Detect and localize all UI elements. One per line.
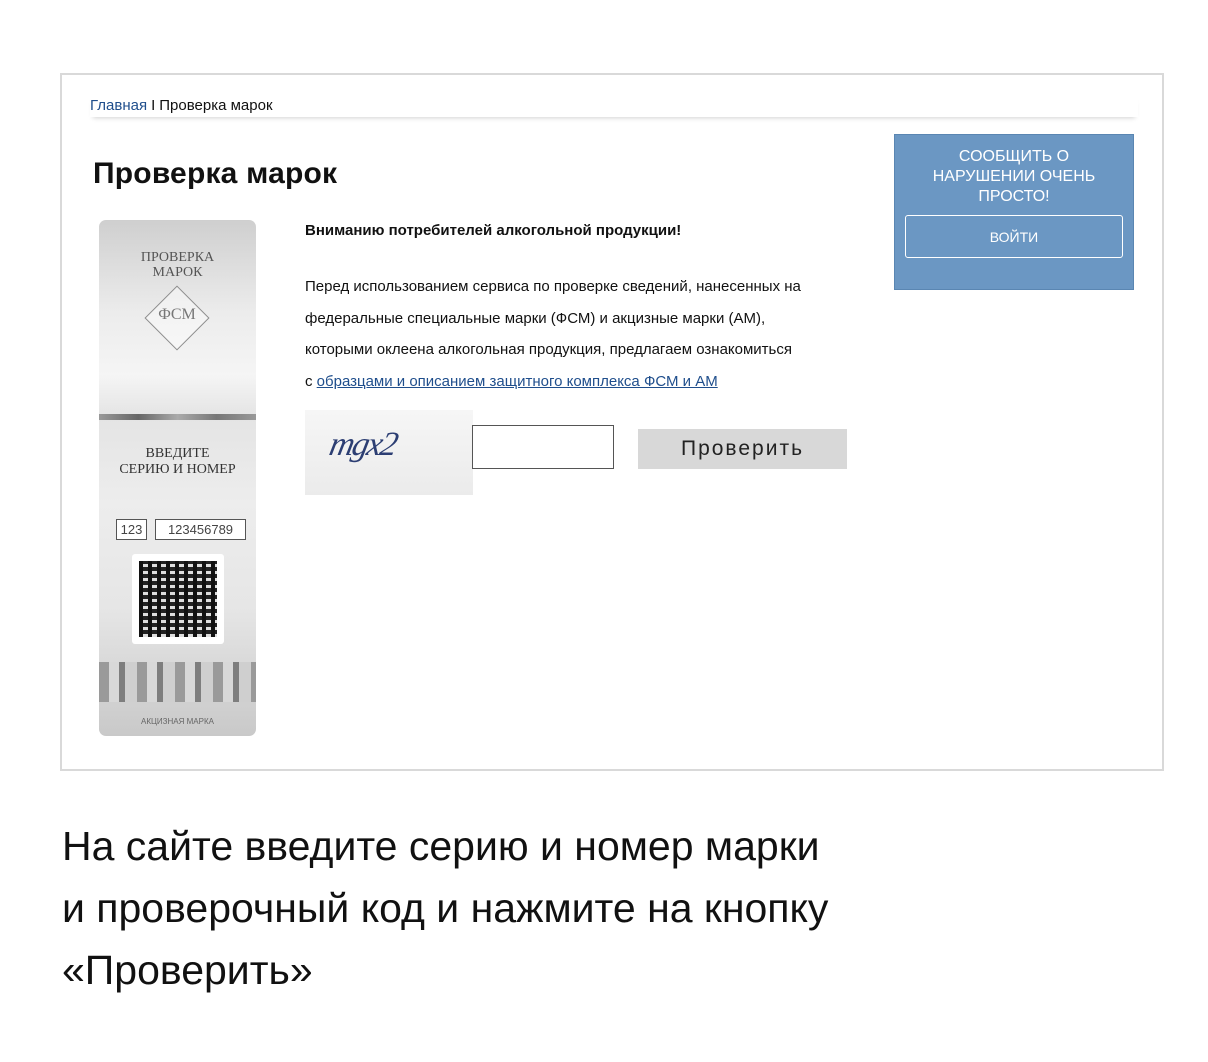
- breadcrumb-current: Проверка марок: [159, 97, 273, 114]
- security-samples-link[interactable]: образцами и описанием защитного комплекса ФСМ и АМ: [316, 372, 718, 390]
- stamp-series-box: 123: [116, 519, 147, 540]
- stamp-top-text: [99, 250, 256, 280]
- instruction-caption: [62, 815, 1162, 1001]
- excise-stamp-illustration: [99, 220, 256, 736]
- notice-line-4-prefix: с: [305, 372, 317, 390]
- notice-title: Вниманию потребителей алкогольной продукции!: [305, 222, 682, 239]
- stamp-emblem-text: ФСМ: [158, 306, 196, 323]
- captcha-code: mgx2: [326, 426, 400, 463]
- caption-line-1: На сайте введите серию и номер марки: [62, 823, 820, 869]
- qr-code-icon: [139, 561, 217, 637]
- report-violation-panel: [894, 134, 1134, 290]
- stamp-mid-line-2: СЕРИЮ И НОМЕР: [119, 462, 236, 477]
- stamp-rosette-row: [99, 662, 256, 702]
- notice-line-3: которыми оклеена алкогольная продукция, предлагаем ознакомиться: [305, 341, 792, 358]
- notice-line-1: Перед использованием сервиса по проверке сведений, нанесенных на: [305, 278, 801, 295]
- stamp-top-line-1: ПРОВЕРКА: [140, 250, 215, 265]
- stamp-security-band: [99, 414, 256, 420]
- screenshot-frame: [60, 73, 1164, 771]
- breadcrumb-separator: I: [151, 97, 156, 114]
- stamp-mid-line-1: ВВЕДИТЕ: [145, 446, 210, 461]
- breadcrumb-home-link[interactable]: Главная: [90, 97, 148, 114]
- check-button[interactable]: Проверить: [638, 429, 847, 469]
- page-title: Проверка марок: [93, 157, 338, 190]
- stamp-qr-container: [132, 554, 224, 644]
- stamp-mid-text: [99, 446, 256, 478]
- report-line-2: НАРУШЕНИИ ОЧЕНЬ: [932, 168, 1096, 185]
- breadcrumb: [90, 95, 1138, 117]
- notice-body: [305, 271, 885, 397]
- report-violation-text: [895, 147, 1133, 207]
- stamp-bottom-text: АКЦИЗНАЯ МАРКА: [141, 717, 214, 726]
- caption-line-2: и проверочный код и нажмите на кнопку: [62, 885, 829, 931]
- captcha-input[interactable]: [472, 425, 614, 469]
- captcha-image: [305, 410, 473, 495]
- stamp-top-line-2: МАРОК: [152, 265, 203, 280]
- caption-line-3: «Проверить»: [62, 947, 313, 993]
- notice-line-2: федеральные специальные марки (ФСМ) и акцизные марки (АМ),: [305, 309, 766, 327]
- notice-line-4: [305, 366, 885, 398]
- login-button[interactable]: ВОЙТИ: [905, 215, 1123, 258]
- report-line-3: ПРОСТО!: [978, 188, 1050, 205]
- report-line-1: СООБЩИТЬ О: [958, 148, 1070, 165]
- stamp-number-box: 123456789: [155, 519, 246, 540]
